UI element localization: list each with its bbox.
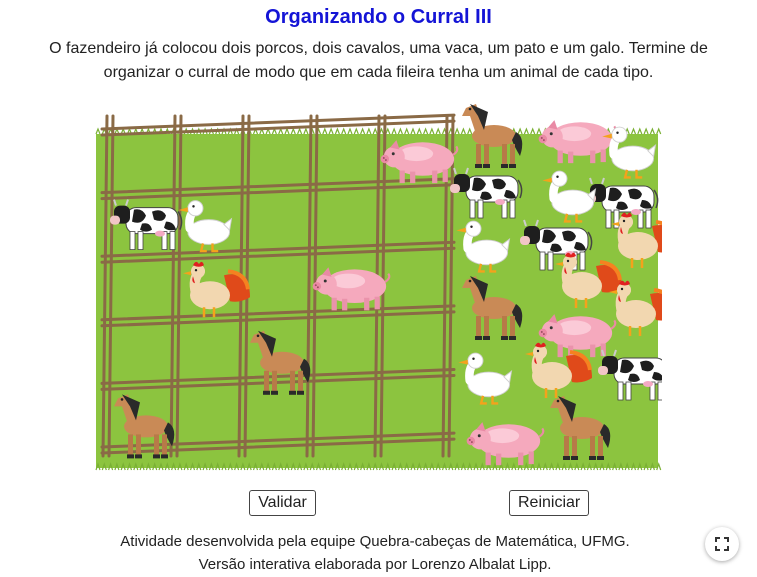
corral-canvas	[92, 96, 662, 476]
page-title: Organizando o Curral III	[265, 6, 492, 28]
credits-line-1: Atividade desenvolvida pela equipe Quebra-cabeças de Matemática, UFMG.	[120, 533, 630, 550]
cell-r1-c4[interactable]	[312, 130, 380, 194]
cell-r2-c3[interactable]	[244, 194, 312, 258]
instructions: O fazendeiro já colocou dois porcos, dois cavalos, uma vaca, um pato e um galo. Termine de organizar o curral de modo que em cada fileira tenha um animal de cada tipo.	[49, 40, 708, 81]
cell-r2-c4[interactable]	[312, 194, 380, 258]
validate-button[interactable]: Validar	[249, 490, 316, 516]
cell-r3-c1[interactable]	[108, 257, 176, 321]
cell-r4-c5[interactable]	[380, 321, 448, 385]
credits	[60, 530, 690, 576]
cell-r1-c1[interactable]	[108, 130, 176, 194]
corral-cells	[108, 130, 448, 448]
cell-r5-c2[interactable]	[176, 384, 244, 448]
credits-line-2: Versão interativa elaborada por Lorenzo Albalat Lipp.	[198, 556, 552, 573]
cell-r5-c4[interactable]	[312, 384, 380, 448]
cell-r5-c5[interactable]	[380, 384, 448, 448]
cell-r3-c5[interactable]	[380, 257, 448, 321]
cell-r1-c2[interactable]	[176, 130, 244, 194]
fullscreen-icon	[705, 527, 739, 561]
cell-r4-c2[interactable]	[176, 321, 244, 385]
cell-r1-c3[interactable]	[244, 130, 312, 194]
cell-r4-c1[interactable]	[108, 321, 176, 385]
cell-r3-c3[interactable]	[244, 257, 312, 321]
cell-r2-c5[interactable]	[380, 194, 448, 258]
corral-board	[92, 96, 662, 481]
fullscreen-button[interactable]	[705, 527, 739, 561]
cell-r4-c4[interactable]	[312, 321, 380, 385]
reset-button[interactable]: Reiniciar	[509, 490, 589, 516]
